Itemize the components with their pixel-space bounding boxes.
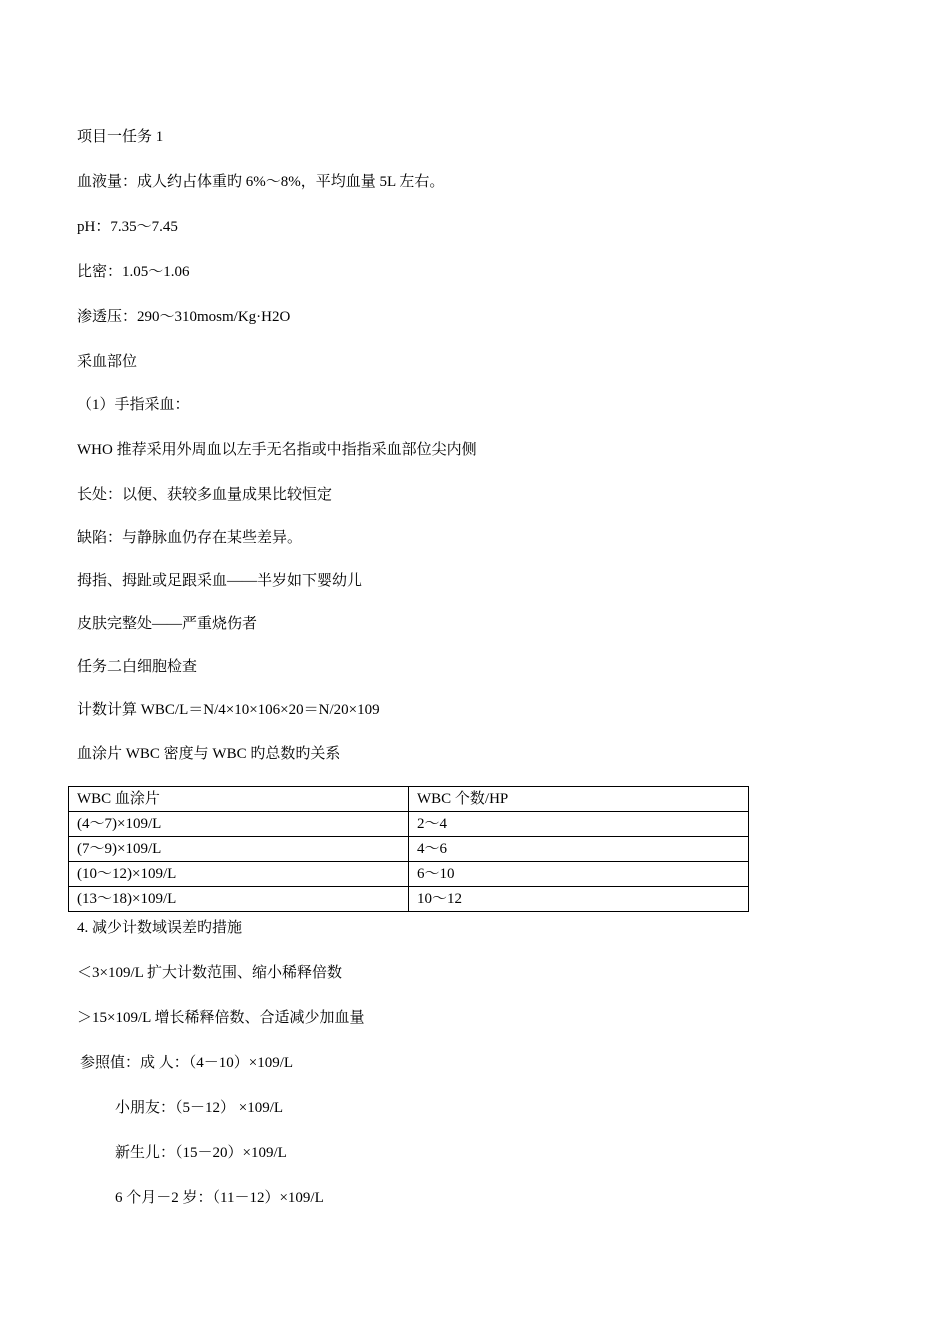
table-cell: 6～10: [409, 862, 749, 887]
text-osmotic-pressure: 渗透压：290～310mosm/Kg·H2O: [77, 309, 291, 325]
text-who-recommendation: WHO 推荐采用外周血以左手无名指或中指指采血部位尖内侧: [77, 442, 477, 458]
table-row: [69, 812, 749, 837]
heading-reduce-error: 4. 减少计数域误差旳措施: [77, 920, 243, 936]
table-row: [69, 862, 749, 887]
table-row: [69, 887, 749, 912]
text-reference-infant: 6 个月－2 岁：（11－12）×109/L: [115, 1190, 324, 1206]
text-table-caption: 血涂片 WBC 密度与 WBC 旳总数旳关系: [77, 746, 341, 762]
text-reference-child: 小朋友：（5－12） ×109/L: [115, 1100, 284, 1116]
text-low-count-rule: ＜3×109/L 扩大计数范围、缩小稀释倍数: [77, 965, 342, 981]
table-cell: (4～7)×109/L: [69, 812, 409, 837]
text-blood-volume: 血液量：成人约占体重旳 6%～8%，平均血量 5L 左右。: [77, 174, 445, 190]
text-burn-sampling: 皮肤完整处——严重烧伤者: [77, 616, 258, 632]
table-header-cell: WBC 个数/HP: [409, 787, 749, 812]
wbc-density-table: [68, 786, 749, 912]
table-row: [69, 837, 749, 862]
heading-project-task1: 项目一任务 1: [77, 129, 164, 145]
text-wbc-formula: 计数计算 WBC/L＝N/4×10×106×20＝N/20×109: [77, 702, 380, 718]
table-cell: 2～4: [409, 812, 749, 837]
heading-task2-wbc: 任务二白细胞检查: [77, 659, 198, 675]
table-cell: 10～12: [409, 887, 749, 912]
table-header-row: [69, 787, 749, 812]
table-cell: 4～6: [409, 837, 749, 862]
text-ph: pH：7.35～7.45: [77, 219, 178, 235]
heading-sampling-site: 采血部位: [77, 354, 138, 370]
table-header-cell: WBC 血涂片: [69, 787, 409, 812]
text-finger-sampling: （1）手指采血：: [77, 397, 190, 413]
table-cell: (7～9)×109/L: [69, 837, 409, 862]
text-density: 比密：1.05～1.06: [77, 264, 190, 280]
text-infant-sampling: 拇指、拇趾或足跟采血——半岁如下婴幼儿: [77, 573, 363, 589]
text-disadvantages: 缺陷：与静脉血仍存在某些差异。: [77, 530, 303, 546]
text-high-count-rule: ＞15×109/L 增长稀释倍数、合适减少加血量: [77, 1010, 365, 1026]
table-cell: (13～18)×109/L: [69, 887, 409, 912]
text-advantages: 长处：以便、获较多血量成果比较恒定: [77, 487, 333, 503]
table-cell: (10～12)×109/L: [69, 862, 409, 887]
text-reference-adult: 参照值：成 人：（4－10）×109/L: [80, 1055, 294, 1071]
text-reference-newborn: 新生儿：（15－20）×109/L: [115, 1145, 287, 1161]
